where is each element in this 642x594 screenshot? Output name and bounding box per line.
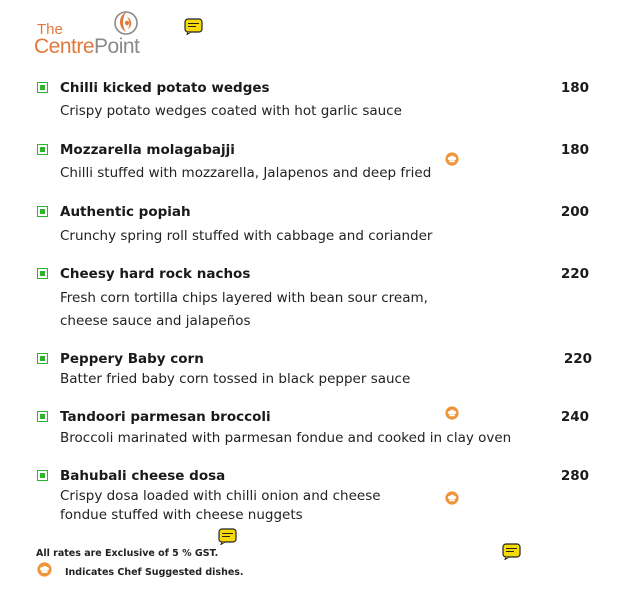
item-name: Tandoori parmesan broccoli: [60, 409, 271, 425]
comment-bubble-icon[interactable]: [502, 543, 521, 560]
item-price: 280: [560, 468, 589, 484]
chef-suggested-note: Indicates Chef Suggested dishes.: [65, 567, 244, 578]
veg-indicator-icon: [37, 206, 48, 217]
item-description: Broccoli marinated with parmesan fondue and cooked in clay oven: [60, 430, 512, 446]
item-description-line2: cheese sauce and jalapeños: [60, 313, 251, 329]
item-name: Bahubali cheese dosa: [60, 468, 226, 484]
item-price: 220: [563, 351, 592, 367]
logo-the-text: The: [37, 21, 63, 38]
chef-hat-icon: [445, 406, 459, 420]
item-name: Mozzarella molagabajji: [60, 142, 235, 158]
item-description-line2: fondue stuffed with cheese nuggets: [60, 507, 303, 523]
logo-centre-text: Centre: [34, 35, 95, 58]
item-price: 180: [560, 80, 589, 96]
chef-hat-icon: [445, 152, 459, 166]
veg-indicator-icon: [37, 470, 48, 481]
item-price: 240: [560, 409, 589, 425]
item-price: 200: [560, 204, 589, 220]
restaurant-logo: [34, 6, 154, 62]
item-price: 220: [560, 266, 589, 282]
veg-indicator-icon: [37, 268, 48, 279]
logo-point-text: Point: [94, 35, 140, 58]
comment-bubble-icon[interactable]: [184, 18, 203, 35]
item-price: 180: [560, 142, 589, 158]
item-description: Crunchy spring roll stuffed with cabbage and coriander: [60, 228, 433, 244]
veg-indicator-icon: [37, 411, 48, 422]
chef-hat-icon: [37, 562, 52, 577]
logo-swirl-icon: [112, 8, 140, 36]
item-description: Fresh corn tortilla chips layered with bean sour cream,: [60, 290, 428, 306]
logo-name-text: [34, 36, 139, 58]
item-description: Crispy dosa loaded with chilli onion and cheese: [60, 488, 381, 504]
veg-indicator-icon: [37, 353, 48, 364]
item-description: Chilli stuffed with mozzarella, Jalapenos and deep fried: [60, 165, 432, 181]
gst-note: All rates are Exclusive of 5 % GST.: [36, 548, 219, 559]
item-name: Authentic popiah: [60, 204, 191, 220]
item-description: Crispy potato wedges coated with hot garlic sauce: [60, 103, 402, 119]
chef-hat-icon: [445, 491, 459, 505]
veg-indicator-icon: [37, 144, 48, 155]
item-name: Chilli kicked potato wedges: [60, 80, 270, 96]
item-description: Batter fried baby corn tossed in black pepper sauce: [60, 371, 411, 387]
item-name: Cheesy hard rock nachos: [60, 266, 251, 282]
comment-bubble-icon[interactable]: [218, 528, 237, 545]
item-name: Peppery Baby corn: [60, 351, 204, 367]
veg-indicator-icon: [37, 82, 48, 93]
